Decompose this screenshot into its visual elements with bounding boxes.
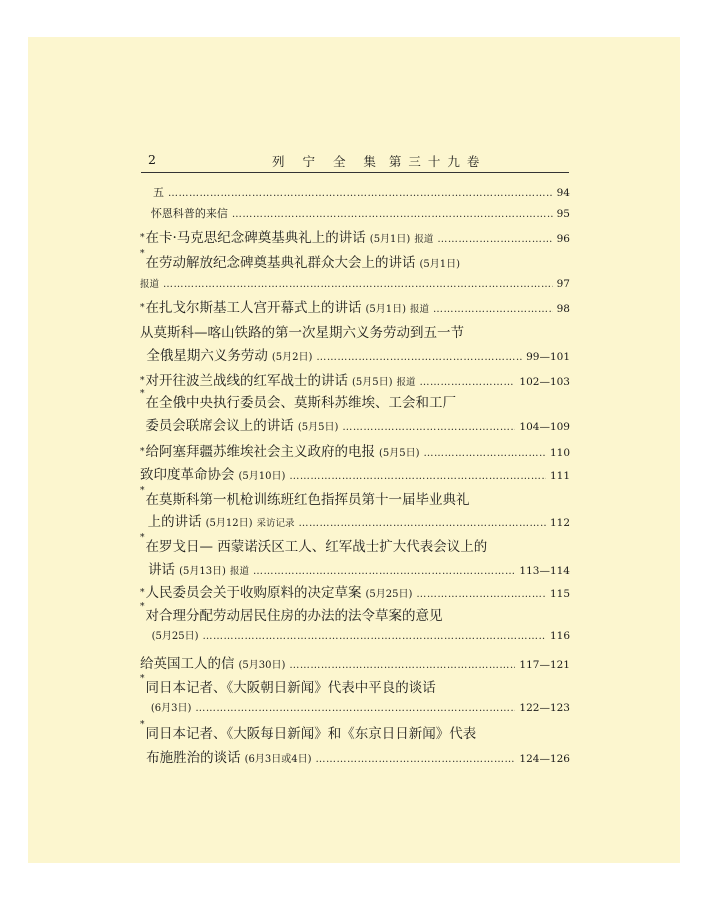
leader-dots [203,631,546,642]
leader-dots [437,234,552,245]
toc-line [140,676,570,698]
entry-page-number: 110 [549,447,570,459]
note-star-marker: * [140,533,145,543]
entry-title: 布施胜治的谈话 [146,750,241,766]
leader-dots [420,377,516,388]
note-star-marker: * [140,588,145,598]
entry-title: 在劳动解放纪念碑奠基典礼群众大会上的讲话 [145,255,416,271]
entry-page-number: 102—103 [519,376,570,388]
note-star-marker: * [140,376,145,386]
leader-dots [195,703,515,714]
leader-dots [416,589,546,600]
entry-page-number: 104—109 [519,421,570,433]
entry-title: 委员会联席会议上的讲话 [145,418,294,434]
entry-date: (5月2日) [271,352,313,363]
note-star-marker: * [140,674,145,684]
toc-line [140,321,570,343]
entry-title: 从莫斯科—喀山铁路的第一次星期六义务劳动到五一节 [140,325,464,341]
entry-page-number: 112 [549,517,570,529]
entry-page-number: 98 [556,303,570,315]
entry-date: (5月1日) [365,304,407,315]
page-number: 2 [148,152,156,167]
entry-title: 在卡·马克思纪念碑奠基典礼上的讲话 [145,230,366,246]
entry-title: 讲话 [148,562,176,578]
entry-page-number: 95 [556,208,570,220]
entry-page-number: 113—114 [519,565,570,577]
leader-dots [168,188,553,199]
leader-dots [316,352,522,363]
entry-title: 同日本记者、《大阪朝日新闻》代表中平良的谈话 [145,680,436,696]
entry-page-number: 94 [556,187,570,199]
entry-date: (5月1日) [419,259,461,270]
entry-date: (5月5日) [379,448,420,459]
note-star-marker: * [140,233,145,243]
volume-title: 第三十九卷 [388,154,487,169]
page-header [0,152,708,168]
toc-line [140,722,570,744]
toc-line [140,205,570,227]
entry-page-number: 124—126 [519,753,570,765]
entry-date: (5月25日) [365,589,413,600]
entry-title: 对开往波兰战线的红军战士的讲话 [145,373,348,389]
toc-line [140,604,570,626]
entry-note: 报道 [414,234,434,245]
toc-line [140,391,570,413]
entry-date: (5月30日) [238,660,286,671]
book-title: 列 宁 全 集 [272,154,383,169]
note-star-marker: * [140,303,145,313]
entry-date: (5月12日) [205,518,253,529]
leader-dots [289,471,546,482]
leader-dots [342,422,515,433]
toc-line [140,627,570,649]
entry-title: 上的讲话 [147,514,202,530]
toc-line [140,296,570,318]
leader-dots [299,518,546,529]
entry-note: 报道 [229,566,249,577]
note-star-marker: * [140,389,145,399]
toc-line [140,369,570,391]
toc-line [140,488,570,510]
entry-note: 报道 [410,304,430,315]
toc-line [140,440,570,462]
entry-title: 同日本记者、《大阪每日新闻》和《东京日日新闻》代表 [145,726,477,742]
entry-title: 对合理分配劳动居民住房的办法的法令草案的意见 [145,608,443,624]
entry-page-number: 115 [549,588,570,600]
leader-dots [424,448,546,459]
toc-line [140,226,570,248]
entry-title: 五 [153,186,164,199]
note-star-marker: * [140,720,145,730]
entry-page-number: 111 [549,470,570,482]
entry-date: (5月13日) [179,566,226,577]
entry-date: (6月3日) [150,703,192,714]
leader-dots [316,754,516,765]
entry-date: (5月10日) [238,471,286,482]
entry-title: 致印度革命协会 [140,467,235,483]
toc-line [140,558,570,580]
toc-line [140,746,570,768]
entry-page-number: 99—101 [526,351,570,363]
toc-line [140,414,570,436]
toc-line [140,535,570,557]
leader-dots [433,304,553,315]
entry-date: (5月1日) [369,234,411,245]
entry-page-number: 96 [556,233,570,245]
toc-line [140,251,570,273]
toc-line [140,699,570,721]
leader-dots [163,279,553,290]
leader-dots [253,566,515,577]
note-star-marker: * [140,486,145,496]
entry-title: 怀恩科普的来信 [150,207,228,220]
toc-line [140,276,570,298]
entry-title: 全俄星期六义务劳动 [146,348,268,364]
entry-title: 在莫斯科第一机枪训练班红色指挥员第十一届毕业典礼 [145,492,470,508]
note-star-marker: * [140,447,145,457]
entry-title: 人民委员会关于收购原料的决定草案 [145,585,362,601]
entry-title: 给英国工人的信 [140,656,235,672]
toc-line [140,463,570,485]
entry-date: (5月5日) [297,422,339,433]
toc-line [140,184,570,206]
entry-title: 在扎戈尔斯基工人宫开幕式上的讲话 [145,300,362,316]
toc-line [140,510,570,532]
entry-date: (5月5日) [352,377,393,388]
leader-dots [232,209,553,220]
entry-date: (6月3日或4日) [244,754,312,765]
header-rule [141,172,569,173]
entry-page-number: 97 [556,278,570,290]
note-star-marker: * [140,249,145,259]
entry-title: 给阿塞拜疆苏维埃社会主义政府的电报 [145,444,375,460]
entry-page-number: 122—123 [519,702,570,714]
running-title [272,152,486,170]
entry-note: 报道 [396,377,416,388]
entry-date: (5月25日) [151,631,199,642]
toc-line [140,652,570,674]
entry-page-number: 117—121 [519,659,570,671]
toc-line [140,581,570,603]
entry-note: 采访记录 [256,518,295,529]
leader-dots [289,660,515,671]
entry-title: 在罗戈日— 西蒙诺沃区工人、红军战士扩大代表会议上的 [145,539,488,555]
note-star-marker: * [140,602,145,612]
entry-title: 在全俄中央执行委员会、莫斯科苏维埃、工会和工厂 [145,395,456,411]
entry-page-number: 116 [549,630,570,642]
toc-line [140,344,570,366]
entry-note: 报道 [140,279,160,290]
